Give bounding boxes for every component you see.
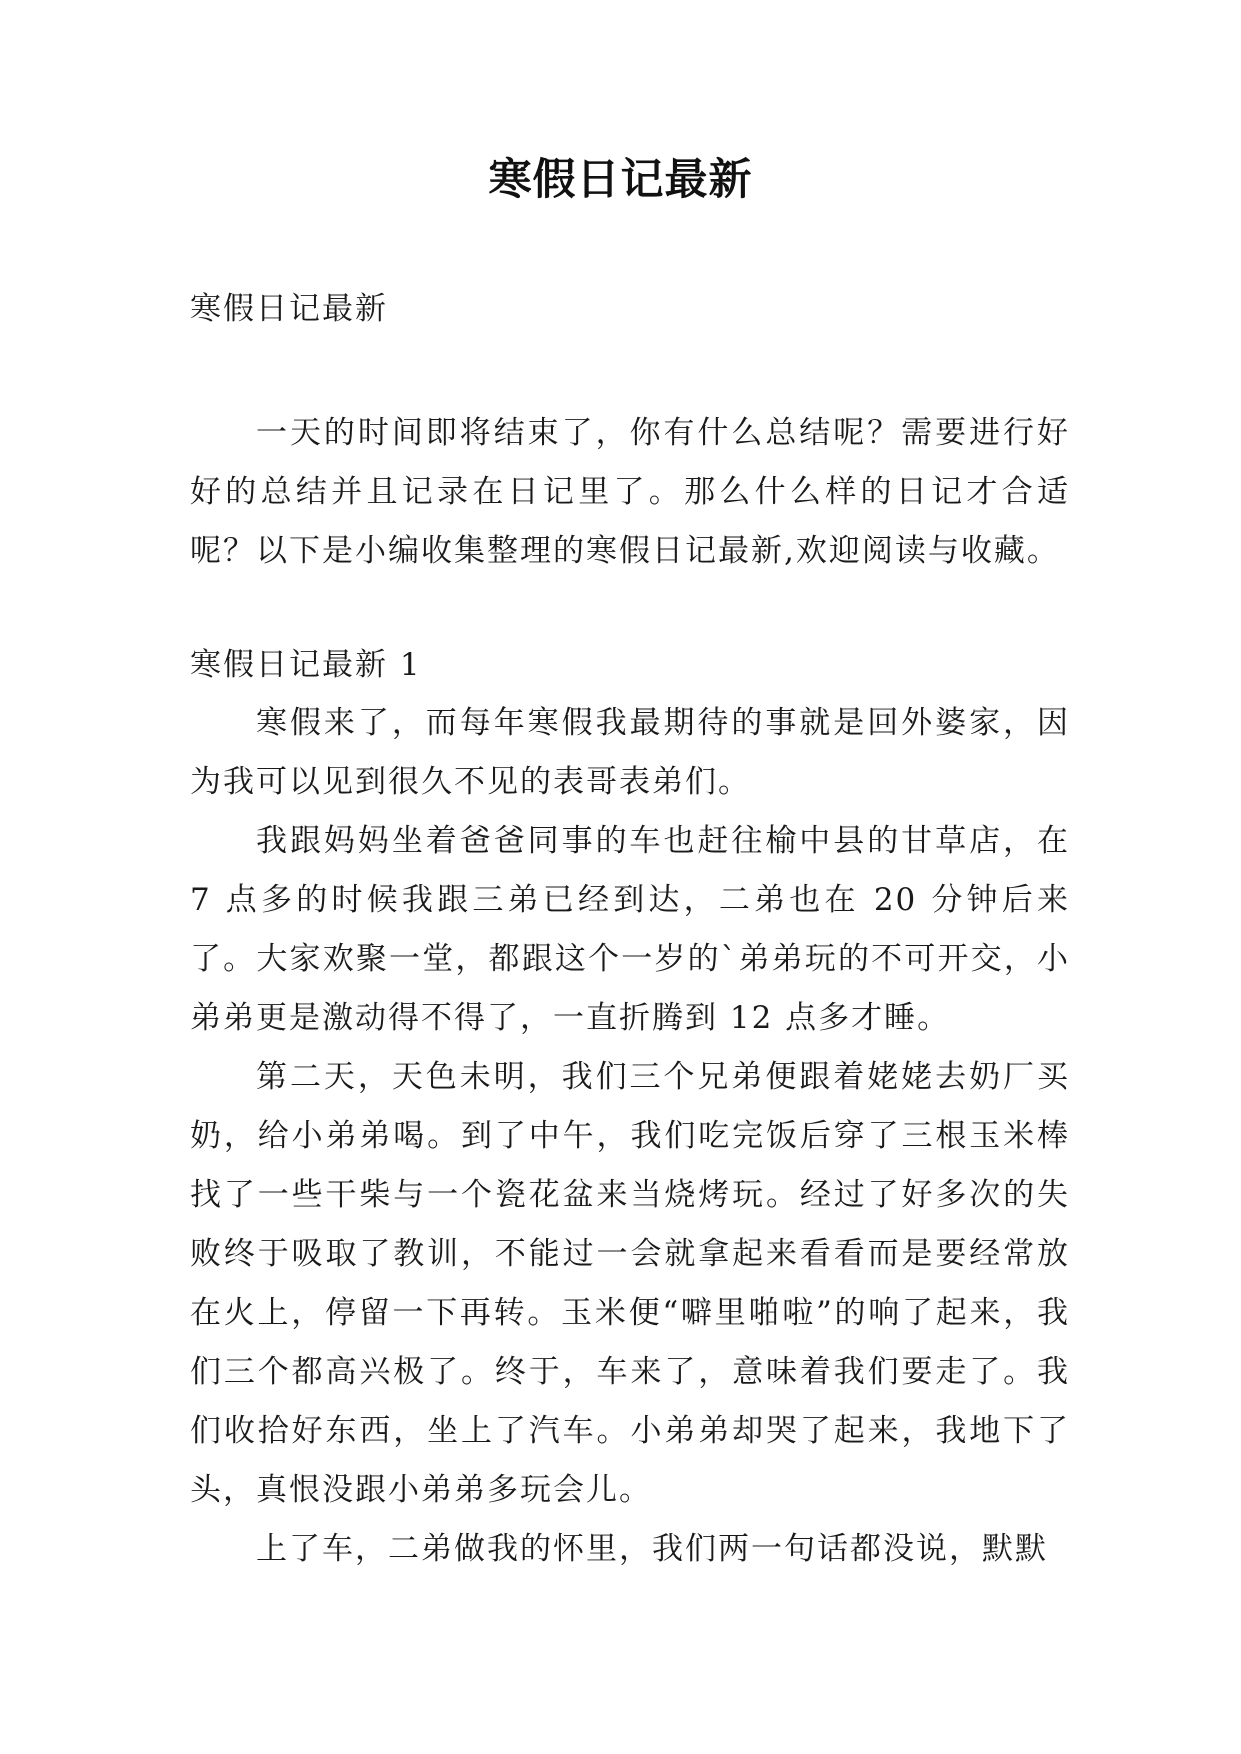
document-title: 寒假日记最新: [488, 155, 753, 205]
diary-paragraph: 寒假来了，而每年寒假我最期待的事就是回外婆家，因为我可以见到很久不见的表哥表弟们。: [190, 705, 1070, 800]
diary-paragraph: 我跟妈妈坐着爸爸同事的车也赶往榆中县的甘草店，在 7 点多的时候我跟三弟已经到达，二弟也在 20 分钟后来了。大家欢聚一堂，都跟这个一岁的`弟弟玩的不可开交，小弟弟更是激动得不得了，一直折腾到 12 点多才睡。: [190, 823, 1070, 1036]
section-heading: 寒假日记最新 1: [190, 647, 422, 683]
diary-content: [190, 694, 1070, 1579]
document-subtitle: 寒假日记最新: [190, 291, 388, 327]
intro-paragraph: 一天的时间即将结束了，你有什么总结呢？需要进行好好的总结并且记录在日记里了。那么什么样的日记才合适呢？以下是小编收集整理的寒假日记最新,欢迎阅读与收藏。: [190, 415, 1070, 569]
diary-paragraph: 上了车，二弟做我的怀里，我们两一句话都没说，默默: [256, 1531, 1048, 1567]
diary-paragraph: 第二天，天色未明，我们三个兄弟便跟着姥姥去奶厂买奶，给小弟弟喝。到了中午，我们吃完饭后穿了三根玉米棒找了一些干柴与一个瓷花盆来当烧烤玩。经过了好多次的失败终于吸取了教训，不能过一会就拿起来看看而是要经常放在火上，停留一下再转。玉米便“噼里啪啦”的响了起来，我们三个都高兴极了。终于，车来了，意味着我们要走了。我们收拾好东西，坐上了汽车。小弟弟却哭了起来，我地下了头，真恨没跟小弟弟多玩会儿。: [190, 1059, 1070, 1508]
